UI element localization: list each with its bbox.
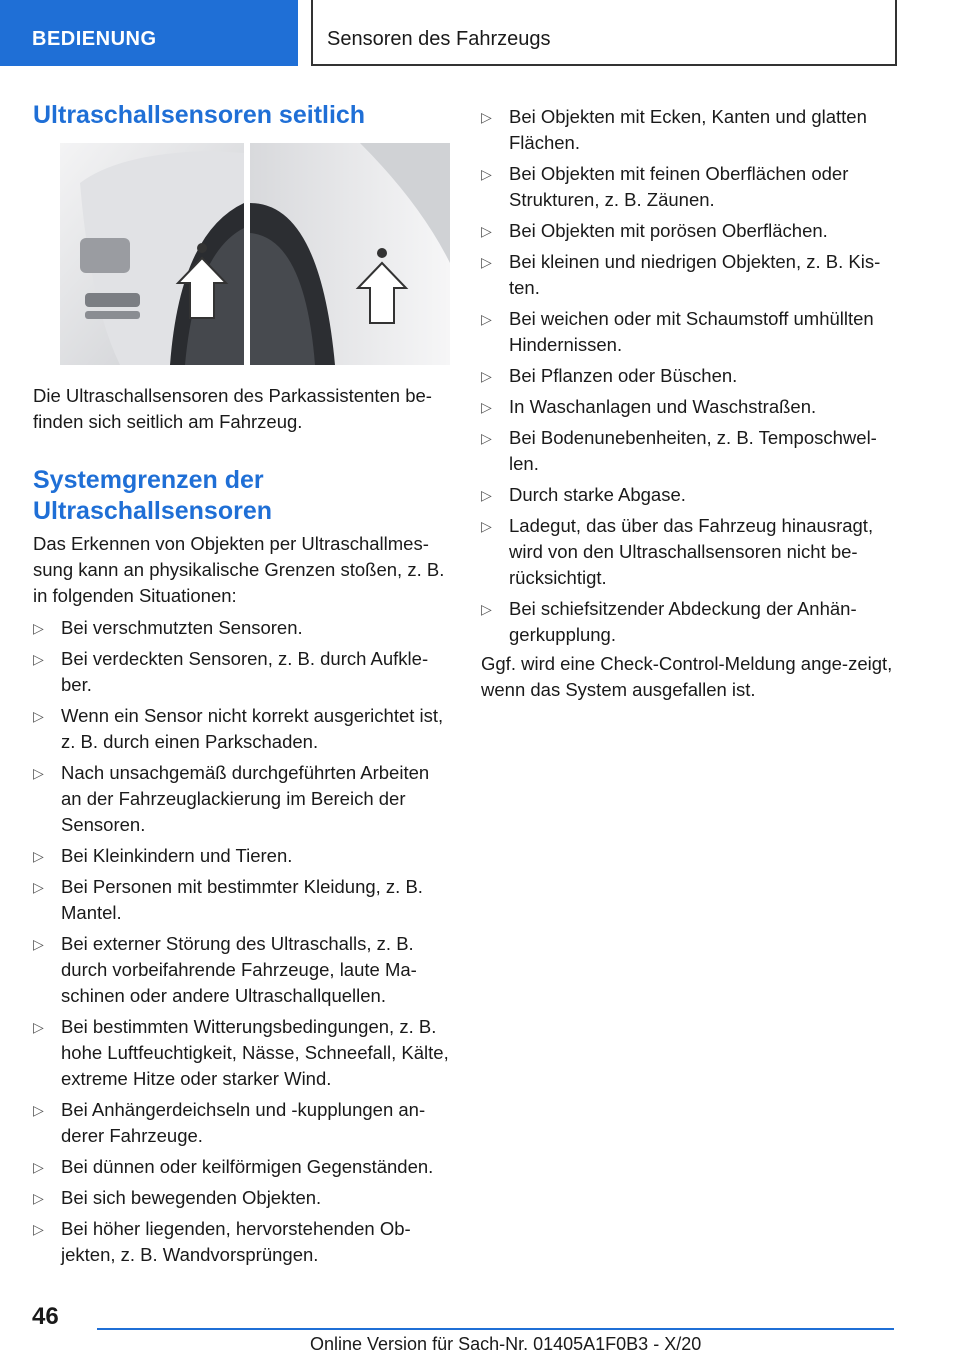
sensor-illustration (60, 143, 450, 365)
triangle-bullet-icon: ▷ (481, 487, 492, 503)
limits-list-left (33, 615, 451, 1268)
footer-text: Online Version für Sach-Nr. 01405A1F0B3 - X/20 (310, 1334, 702, 1354)
section-label: BEDIENUNG (32, 28, 157, 50)
triangle-bullet-icon: ▷ (33, 765, 44, 781)
check-control-paragraph: Ggf. wird eine Check-Control-Meldung ange-zeigt, wenn das System ausgefallen ist. (481, 653, 893, 700)
triangle-bullet-icon: ▷ (33, 651, 44, 667)
triangle-bullet-icon: ▷ (33, 1102, 44, 1118)
heading-side-sensors: Ultraschallsensoren seitlich (33, 101, 366, 129)
list-item (33, 1014, 451, 1092)
footer-rule (97, 1328, 894, 1330)
car-sensor-image (60, 143, 450, 365)
list-item-text: In Waschanlagen und Waschstraßen. (509, 396, 817, 417)
triangle-bullet-icon: ▷ (33, 848, 44, 864)
list-item-text: Bei weichen oder mit Schaumstoff umhüllten Hindernissen. (509, 308, 874, 355)
list-item (481, 306, 899, 358)
list-item-text: Bei verdeckten Sensoren, z. B. durch Aufkle-ber. (61, 648, 429, 695)
list-item-text: Bei Pflanzen oder Büschen. (509, 365, 738, 386)
triangle-bullet-icon: ▷ (481, 223, 492, 239)
list-item (481, 161, 899, 213)
intro-paragraph: Die Ultraschallsensoren des Parkassistenten be-finden sich seitlich am Fahrzeug. (33, 385, 432, 432)
list-item-text: Bei Bodenunebenheiten, z. B. Temposchwel-len. (509, 427, 877, 474)
chapter-title: Sensoren des Fahrzeugs (327, 28, 551, 50)
list-item (33, 1216, 451, 1268)
triangle-bullet-icon: ▷ (33, 1190, 44, 1206)
list-item-text: Bei Objekten mit Ecken, Kanten und glatten Flächen. (509, 106, 867, 153)
list-item (481, 394, 899, 420)
triangle-bullet-icon: ▷ (33, 936, 44, 952)
list-item (481, 596, 899, 648)
list-item-text: Bei verschmutzten Sensoren. (61, 617, 303, 638)
triangle-bullet-icon: ▷ (33, 879, 44, 895)
triangle-bullet-icon: ▷ (481, 399, 492, 415)
list-item-text: Bei kleinen und niedrigen Objekten, z. B. Kis-ten. (509, 251, 881, 298)
list-item-text: Wenn ein Sensor nicht korrekt ausgerichtet ist, z. B. durch einen Parkschaden. (61, 705, 444, 752)
chapter-frame (311, 0, 897, 66)
list-item (481, 218, 899, 244)
list-item (33, 703, 451, 755)
list-item (33, 615, 451, 641)
list-item-text: Bei Kleinkindern und Tieren. (61, 845, 293, 866)
right-column (481, 104, 899, 703)
list-item-text: Nach unsachgemäß durchgeführten Arbeiten an der Fahrzeuglackierung im Bereich der Sensoren. (61, 762, 430, 835)
list-item (33, 1185, 451, 1211)
left-column (33, 100, 451, 1273)
list-item-text: Bei Personen mit bestimmter Kleidung, z. B. Mantel. (61, 876, 423, 923)
list-item (481, 513, 899, 591)
triangle-bullet-icon: ▷ (481, 601, 492, 617)
triangle-bullet-icon: ▷ (33, 1159, 44, 1175)
list-item (33, 646, 451, 698)
list-item (481, 249, 899, 301)
triangle-bullet-icon: ▷ (33, 1019, 44, 1035)
list-item-text: Bei externer Störung des Ultraschalls, z. B. durch vorbeifahrende Fahrzeuge, laute Ma-schinen oder andere Ultraschallquellen. (61, 933, 417, 1006)
list-item (481, 482, 899, 508)
list-item-text: Bei höher liegenden, hervorstehenden Ob-jekten, z. B. Wandvorsprüngen. (61, 1218, 411, 1265)
triangle-bullet-icon: ▷ (33, 1221, 44, 1237)
list-item (481, 425, 899, 477)
triangle-bullet-icon: ▷ (481, 166, 492, 182)
heading-system-limits: Systemgrenzen der Ultraschallsensoren (33, 466, 272, 525)
triangle-bullet-icon: ▷ (481, 109, 492, 125)
list-item-text: Bei Objekten mit feinen Oberflächen oder Strukturen, z. B. Zäunen. (509, 163, 849, 210)
list-item-text: Bei dünnen oder keilförmigen Gegenständen. (61, 1156, 434, 1177)
list-item (33, 931, 451, 1009)
triangle-bullet-icon: ▷ (33, 620, 44, 636)
triangle-bullet-icon: ▷ (481, 368, 492, 384)
triangle-bullet-icon: ▷ (33, 708, 44, 724)
list-item-text: Bei Objekten mit porösen Oberflächen. (509, 220, 828, 241)
list-item-text: Durch starke Abgase. (509, 484, 686, 505)
list-item (33, 874, 451, 926)
list-item-text: Bei bestimmten Witterungsbedingungen, z. B. hohe Luftfeuchtigkeit, Nässe, Schneefall, Kälte, extreme Hitze oder starker Wind. (61, 1016, 449, 1089)
page-number: 46 (32, 1303, 59, 1330)
list-item (481, 104, 899, 156)
triangle-bullet-icon: ▷ (481, 254, 492, 270)
list-item-text: Bei schiefsitzender Abdeckung der Anhän-gerkupplung. (509, 598, 857, 645)
list-item (481, 363, 899, 389)
limits-list-right (481, 104, 899, 648)
triangle-bullet-icon: ▷ (481, 430, 492, 446)
list-item-text: Bei sich bewegenden Objekten. (61, 1187, 322, 1208)
list-item-text: Ladegut, das über das Fahrzeug hinausragt, wird von den Ultraschallsensoren nicht be-rücksichtigt. (509, 515, 874, 588)
section-tab (0, 0, 298, 66)
list-item (33, 843, 451, 869)
list-item-text: Bei Anhängerdeichseln und -kupplungen an-derer Fahrzeuge. (61, 1099, 426, 1146)
page-header (0, 0, 960, 68)
triangle-bullet-icon: ▷ (481, 311, 492, 327)
list-item (33, 1097, 451, 1149)
triangle-bullet-icon: ▷ (481, 518, 492, 534)
list-item (33, 760, 451, 838)
list-item (33, 1154, 451, 1180)
limits-paragraph: Das Erkennen von Objekten per Ultraschallmes-sung kann an physikalische Grenzen stoßen, z. B. in folgenden Situationen: (33, 533, 445, 606)
